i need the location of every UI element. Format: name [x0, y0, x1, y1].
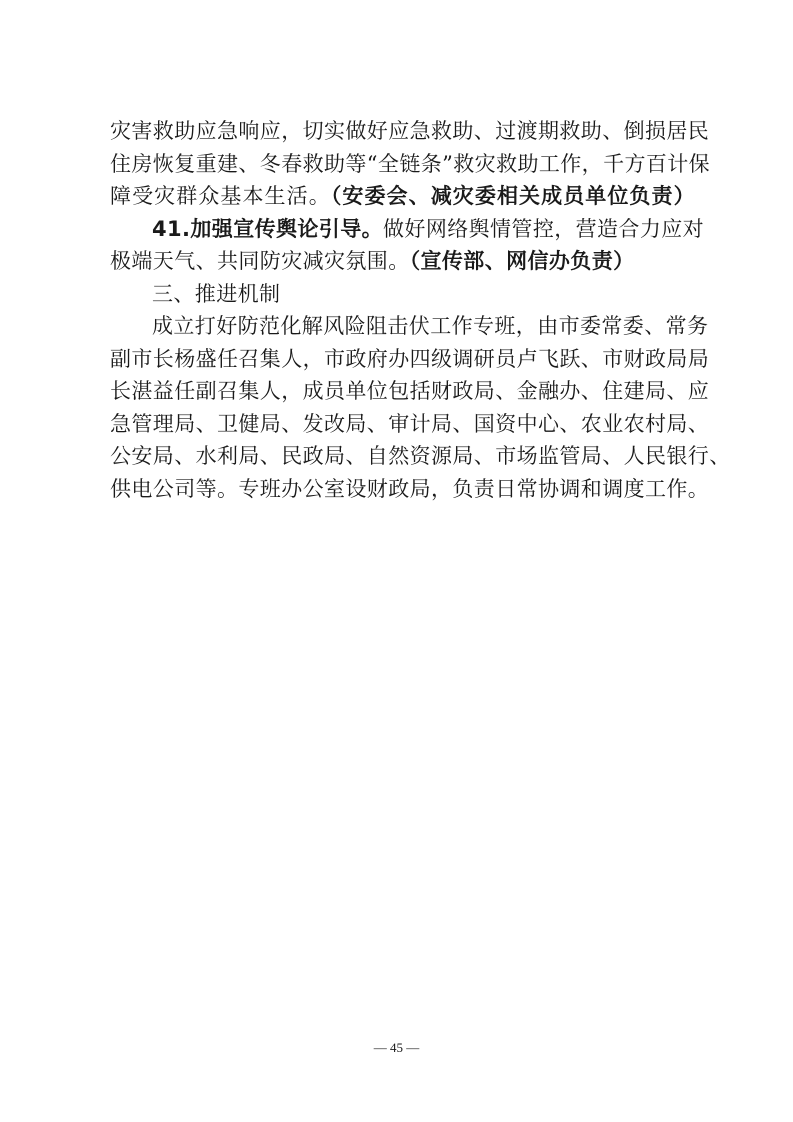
paragraph-text: 极端天气、共同防灾减灾氛围。: [110, 249, 410, 273]
paragraph-line: [110, 180, 695, 213]
paragraph-line: 供电公司等。专班办公室设财政局，负责日常协调和调度工作。: [110, 476, 710, 501]
page-number: — 45 —: [373, 1040, 420, 1055]
item-title: 41.加强宣传舆论引导。: [152, 216, 384, 241]
paragraph-line: 长湛益任副召集人，成员单位包括财政局、金融办、住建局、应: [110, 379, 710, 403]
paragraph-line: 灾害救助应急响应，切实做好应急救助、过渡期救助、倒损居民: [110, 119, 710, 143]
paragraph-text: 做好网络舆情管控，营造合力应对: [383, 216, 705, 241]
responsible-units: （安委会、减灾委相关成员单位负责）: [330, 184, 695, 208]
paragraph-line: [110, 245, 695, 278]
paragraph-line: 住房恢复重建、冬春救助等“全链条”救灾救助工作，千方百计保: [110, 151, 711, 176]
paragraph-line: 成立打好防范化解风险阻击伏工作专班，由市委常委、常务: [152, 314, 709, 338]
paragraph-line: [110, 213, 705, 246]
document-body: [110, 115, 731, 505]
section-heading: 三、推进机制: [152, 281, 281, 306]
paragraph-line: 公安局、水利局、民政局、自然资源局、市场监管局、人民银行、: [110, 444, 731, 468]
responsible-units: （宣传部、网信办负责）: [409, 249, 635, 273]
paragraph-line: 急管理局、卫健局、发改局、审计局、国资中心、农业农村局、: [110, 411, 710, 436]
paragraph-line: 副市长杨盛任召集人，市政府办四级调研员卢飞跃、市财政局局: [110, 346, 710, 371]
paragraph-text: 障受灾群众基本生活。: [110, 184, 331, 208]
